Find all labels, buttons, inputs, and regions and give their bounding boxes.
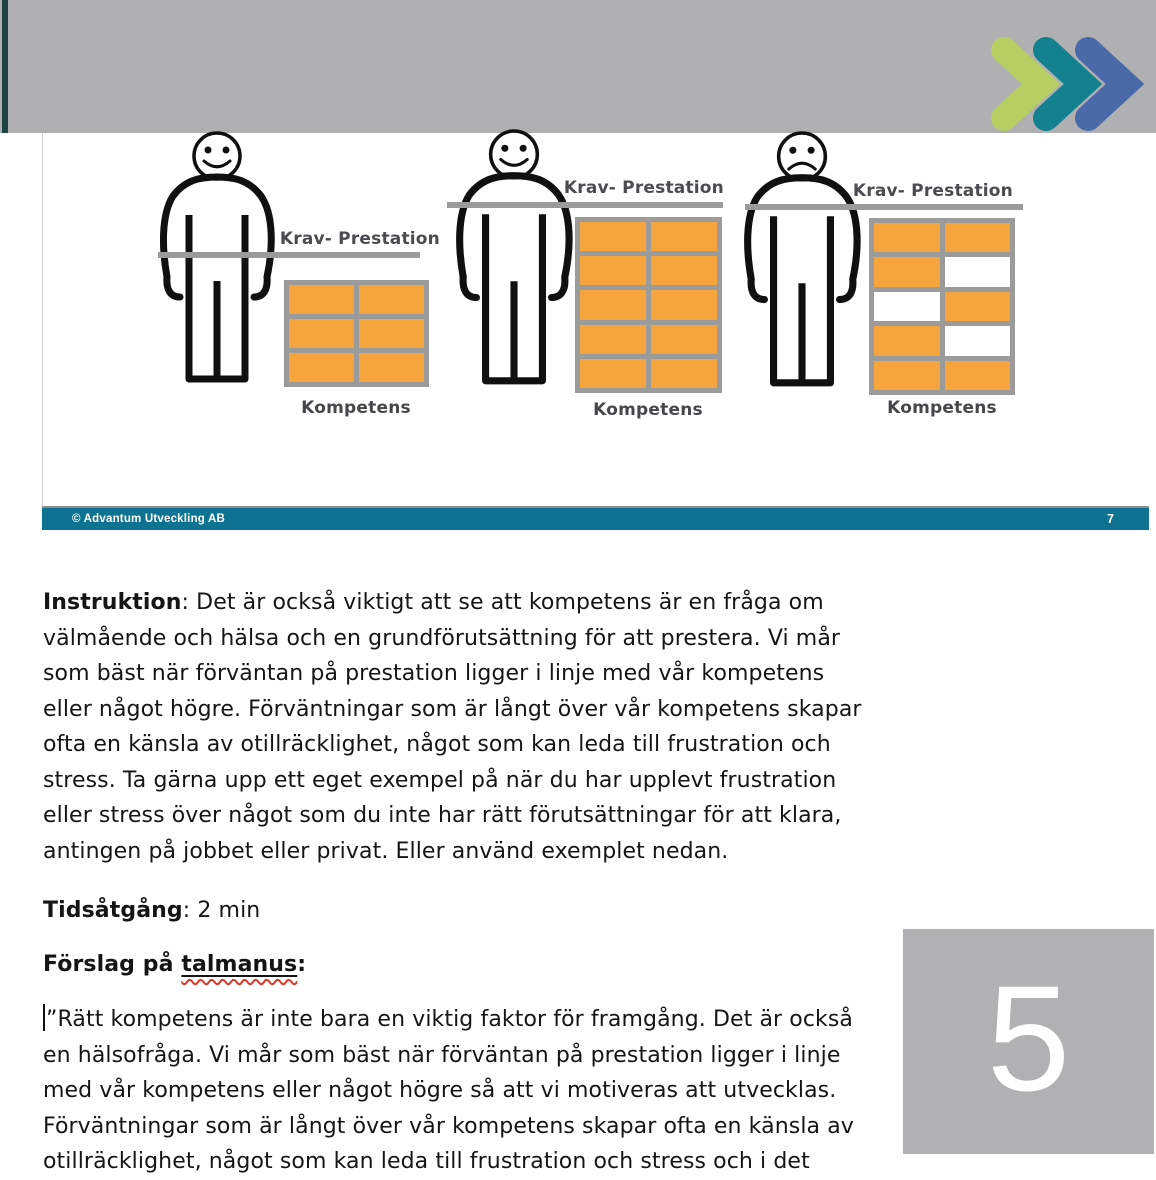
competence-block-filled [359, 353, 424, 382]
stick-figure-sad-3 [736, 130, 868, 398]
text-line: ofta en känsla av otillräcklighet, något som kan leda till frustration och [43, 732, 831, 757]
stick-figure-happy-2 [448, 129, 580, 395]
copyright-text: © Advantum Utveckling AB [72, 513, 225, 525]
competence-grid-1 [284, 280, 429, 387]
competence-block-filled [874, 257, 940, 286]
notes-text-area[interactable] [43, 585, 913, 1180]
left-accent-stripe [2, 0, 8, 133]
slide-page-number: 7 [1107, 512, 1114, 526]
tidsatgang-line[interactable] [43, 893, 913, 929]
competence-block-filled [874, 326, 940, 355]
section-number-tab [903, 929, 1154, 1154]
demand-line-2 [447, 202, 723, 208]
competence-block-filled [651, 359, 717, 388]
slide-header-band [0, 0, 1156, 133]
text-line: med vår kompetens eller något högre så att vi motiveras att utvecklas. [43, 1078, 837, 1103]
competence-block-filled [651, 256, 717, 285]
competence-block-filled [289, 285, 354, 314]
quote-paragraph[interactable] [43, 1002, 913, 1180]
section-number: 5 [986, 953, 1071, 1122]
competence-block-filled [580, 256, 646, 285]
stick-figure-happy-1 [152, 131, 282, 393]
text-line: stress. Ta gärna upp ett eget exempel på när du har upplevt frustration [43, 767, 837, 793]
text-line: välmående och hälsa och en grundförutsättning för att prestera. Vi mår [43, 625, 841, 651]
slide-footer-bar [42, 508, 1149, 530]
competence-block-filled [874, 223, 940, 252]
tidsatgang-label: Tidsåtgång [43, 898, 183, 923]
competence-block-filled [289, 319, 354, 348]
competence-grid-2 [575, 217, 722, 393]
competence-block-filled [580, 222, 646, 251]
competence-block-filled [945, 292, 1011, 321]
text-line: som bäst när förväntan på prestation ligger i linje med vår kompetens [43, 661, 825, 686]
competence-block-filled [359, 285, 424, 314]
competence-block-filled [945, 223, 1011, 252]
competence-grid-3 [869, 218, 1015, 395]
competence-block-filled [580, 359, 646, 388]
competence-block-filled [651, 290, 717, 319]
competence-block-filled [874, 361, 940, 390]
competence-block-filled [359, 319, 424, 348]
text-line: en hälsofråga. Vi mår som bäst när förväntan på prestation ligger i linje [43, 1042, 841, 1068]
text-line: eller något högre. Förväntningar som är långt över vår kompetens skapar [43, 696, 862, 722]
text-line: otillräcklighet, något som kan leda till frustration och stress och i det [43, 1149, 810, 1174]
competence-block-filled [651, 325, 717, 354]
competence-block-filled [289, 353, 354, 382]
demand-line-3 [745, 204, 1023, 210]
demand-line-1 [158, 252, 420, 258]
kompetens-label-1: Kompetens [301, 398, 411, 418]
competence-block-empty [945, 257, 1011, 286]
competence-block-filled [651, 222, 717, 251]
competence-block-filled [580, 290, 646, 319]
competence-block-filled [580, 325, 646, 354]
competence-block-empty [874, 292, 940, 321]
krav-prestation-label-3: Krav- Prestation [852, 181, 1013, 201]
competence-block-empty [945, 326, 1011, 355]
text-line: eller stress över något som du inte har rätt förutsättningar för att klara, [43, 803, 842, 828]
forslag-heading[interactable]: Förslag på talmanus: [43, 951, 307, 977]
tidsatgang-value: : 2 min [182, 898, 261, 923]
text-line: ”Rätt kompetens är inte bara en viktig faktor för framgång. Det är också [43, 1002, 913, 1038]
text-cursor [43, 1004, 45, 1031]
text-line: antingen på jobbet eller privat. Eller använd exemplet nedan. [43, 838, 729, 864]
talmanus-spellcheck-word: talmanus [181, 951, 298, 977]
kompetens-label-3: Kompetens [887, 398, 997, 418]
kompetens-label-2: Kompetens [593, 400, 703, 420]
text-line: Förväntningar som är långt över vår kompetens skapar ofta en känsla av [43, 1113, 854, 1139]
instruktion-label: Instruktion [43, 590, 182, 615]
slide-left-border [42, 133, 43, 507]
krav-prestation-label-1: Krav- Prestation [279, 229, 440, 249]
competence-block-filled [945, 361, 1011, 390]
text-line: Instruktion: Det är också viktigt att se att kompetens är en fråga om [43, 590, 824, 615]
krav-prestation-label-2: Krav- Prestation [563, 178, 724, 198]
advantum-chevrons-logo-icon [984, 36, 1134, 132]
instruktion-paragraph[interactable] [43, 585, 913, 869]
